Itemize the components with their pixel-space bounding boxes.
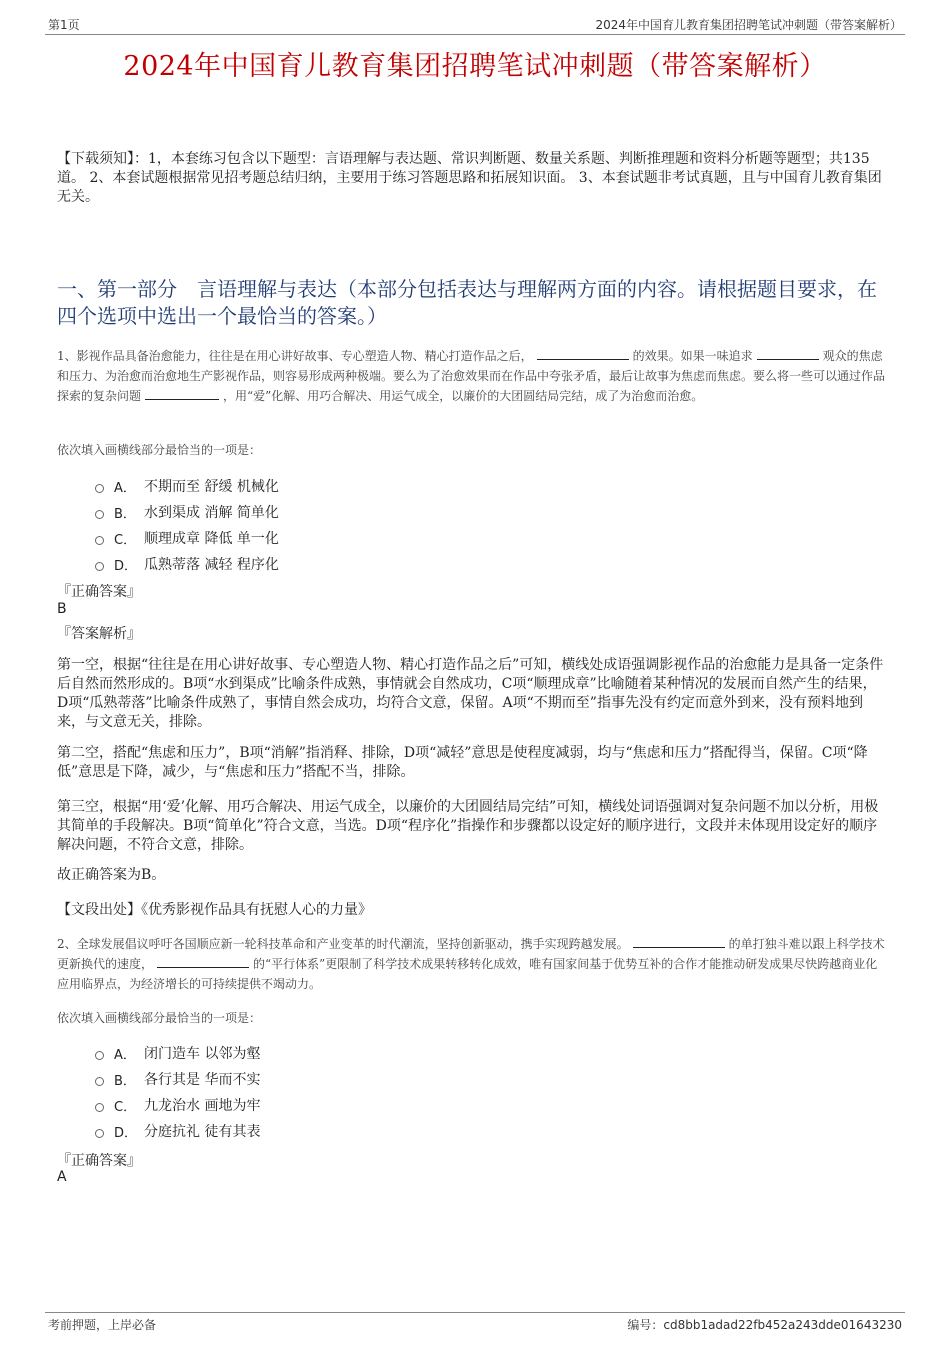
blank-1	[633, 935, 725, 948]
q1-analysis-label: 『答案解析』	[57, 626, 141, 642]
header-doc-title: 2024年中国育儿教育集团招聘笔试冲刺题（带答案解析）	[595, 18, 902, 32]
radio-icon[interactable]	[95, 1051, 104, 1060]
option-text: 闭门造车 以邻为壑	[144, 1046, 261, 1062]
download-notice: 【下载须知】：1，本套练习包含以下题型：言语理解与表达题、常识判断题、数量关系题、判断推理题和资料分析题等题型；共135道。 2、本套试题根据常见招考题总结归纳，主要用于练习答题思路和拓展知识面。 3、本套试题非考试真题，且与中国育儿教育集团无关。	[57, 151, 882, 205]
q1-analysis-conclusion: 故正确答案为B。	[57, 867, 166, 883]
blank-3	[145, 387, 219, 400]
option-text: 顺理成章 降低 单一化	[144, 531, 279, 547]
footer-slogan: 考前押题，上岸必备	[48, 1318, 157, 1332]
q2-answer-label: 『正确答案』	[57, 1153, 141, 1169]
footer-doc-id: 编号：cd8bb1adad22fb452a243dde01643230	[627, 1318, 902, 1332]
q1-source: 【文段出处】《优秀影视作品具有抚慰人心的力量》	[57, 902, 372, 918]
page-footer	[45, 1312, 905, 1333]
option-letter: D．	[114, 1125, 138, 1141]
option-letter: C．	[114, 532, 137, 548]
radio-icon[interactable]	[95, 1103, 104, 1112]
radio-icon[interactable]	[95, 1129, 104, 1138]
option-letter: B．	[114, 1073, 136, 1089]
q1-text-part-a: 1、影视作品具备治愈能力，往往是在用心讲好故事、专心塑造人物、精心打造作品之后，	[57, 349, 533, 363]
q2-prompt: 依次填入画横线部分最恰当的一项是：	[57, 1011, 262, 1025]
radio-icon[interactable]	[95, 562, 104, 571]
q2-option-c[interactable]	[95, 1092, 260, 1118]
q1-option-d[interactable]	[95, 551, 279, 577]
q1-analysis-para-2: 第二空，搭配“焦虑和压力”，B项“消解”指消释、排除，D项“减轻”意思是使程度减弱，均与“焦虑和压力”搭配得当，保留。C项“降低”意思是下降，减少，与“焦虑和压力”搭配不当，排除。	[57, 745, 868, 780]
q2-option-b[interactable]	[95, 1066, 260, 1092]
radio-icon[interactable]	[95, 536, 104, 545]
q1-options	[95, 473, 279, 577]
option-text: 不期而至 舒缓 机械化	[144, 479, 279, 495]
page-number: 第1页	[48, 18, 80, 32]
option-letter: D．	[114, 558, 138, 574]
q2-option-a[interactable]	[95, 1040, 260, 1066]
q2-answer-value: A	[57, 1169, 67, 1185]
q1-text-part-b: 的效果。如果一味追求	[632, 349, 753, 363]
q1-option-c[interactable]	[95, 525, 279, 551]
radio-icon[interactable]	[95, 484, 104, 493]
q1-answer-label: 『正确答案』	[57, 584, 141, 600]
blank-1	[537, 347, 629, 360]
q2-option-d[interactable]	[95, 1118, 260, 1144]
section-title: 一、第一部分 言语理解与表达（本部分包括表达与理解两方面的内容。请根据题目要求，在四个选项中选出一个最恰当的答案。）	[57, 277, 877, 328]
q1-text-part-c: 观众的焦虑和压力、为治愈而治愈地生产影视作品，则容易形成两种极端。要么为了治愈效果而在作品中夸张矛盾，最后让故事为焦虑而焦虑。要么将一些可以通过作品探索的复杂问题	[57, 349, 886, 403]
option-letter: B．	[114, 506, 136, 522]
option-letter: A．	[114, 480, 136, 496]
option-text: 分庭抗礼 徒有其表	[144, 1124, 261, 1140]
page-title: 2024年中国育儿教育集团招聘笔试冲刺题（带答案解析）	[123, 51, 827, 82]
q1-option-b[interactable]	[95, 499, 279, 525]
option-text: 九龙治水 画地为牢	[144, 1098, 261, 1114]
question-2-text	[57, 934, 888, 994]
option-letter: A．	[114, 1047, 136, 1063]
q2-text-part-c: 的“平行体系”更限制了科学技术成果转移转化成效，唯有国家间基于优势互补的合作才能推动研发成果尽快跨越商业化应用临界点，为经济增长的可持续提供不竭动力。	[57, 957, 878, 991]
page-header	[45, 14, 905, 35]
option-text: 水到渠成 消解 简单化	[144, 505, 279, 521]
option-letter: C．	[114, 1099, 137, 1115]
q2-options	[95, 1040, 260, 1144]
q2-text-part-b: 的单打独斗难以跟上科学技术更新换代的速度，	[57, 937, 885, 971]
q1-prompt: 依次填入画横线部分最恰当的一项是：	[57, 443, 262, 457]
q1-analysis-para-3: 第三空，根据“用‘爱’化解、用巧合解决、用运气成全，以廉价的大团圆结局完结”可知，横线处词语强调对复杂问题不加以分析，用极其简单的手段解决。B项“简单化”符合文意，当选。D项“程序化”指操作和步骤都以设定好的顺序进行，文段并未体现用设定好的顺序解决问题，不符合文意，排除。	[57, 799, 879, 853]
q1-answer-value: B	[57, 601, 67, 617]
q1-option-a[interactable]	[95, 473, 279, 499]
question-1-text	[57, 346, 888, 406]
blank-2	[157, 955, 249, 968]
option-text: 瓜熟蒂落 减轻 程序化	[144, 557, 279, 573]
q1-text-part-d: ，用“爱”化解、用巧合解决、用运气成全，以廉价的大团圆结局完结，成了为治愈而治愈。	[223, 389, 704, 403]
blank-2	[757, 347, 819, 360]
radio-icon[interactable]	[95, 1077, 104, 1086]
q1-analysis-para-1: 第一空，根据“往往是在用心讲好故事、专心塑造人物、精心打造作品之后”可知，横线处成语强调影视作品的治愈能力是具备一定条件后自然而然形成的。B项“水到渠成”比喻条件成熟，事情就会自然成功，C项“顺理成章”比喻随着某种情况的发展而自然产生的结果，D项“瓜熟蒂落”比喻条件成熟了，事情自然会成功，均符合文意，保留。A项“不期而至”指事先没有约定而意外到来，没有预料地到来，与文意无关，排除。	[57, 657, 884, 730]
q2-text-part-a: 2、全球发展倡议呼吁各国顺应新一轮科技革命和产业变革的时代潮流，坚持创新驱动，携手实现跨越发展。	[57, 937, 629, 951]
radio-icon[interactable]	[95, 510, 104, 519]
option-text: 各行其是 华而不实	[144, 1072, 261, 1088]
